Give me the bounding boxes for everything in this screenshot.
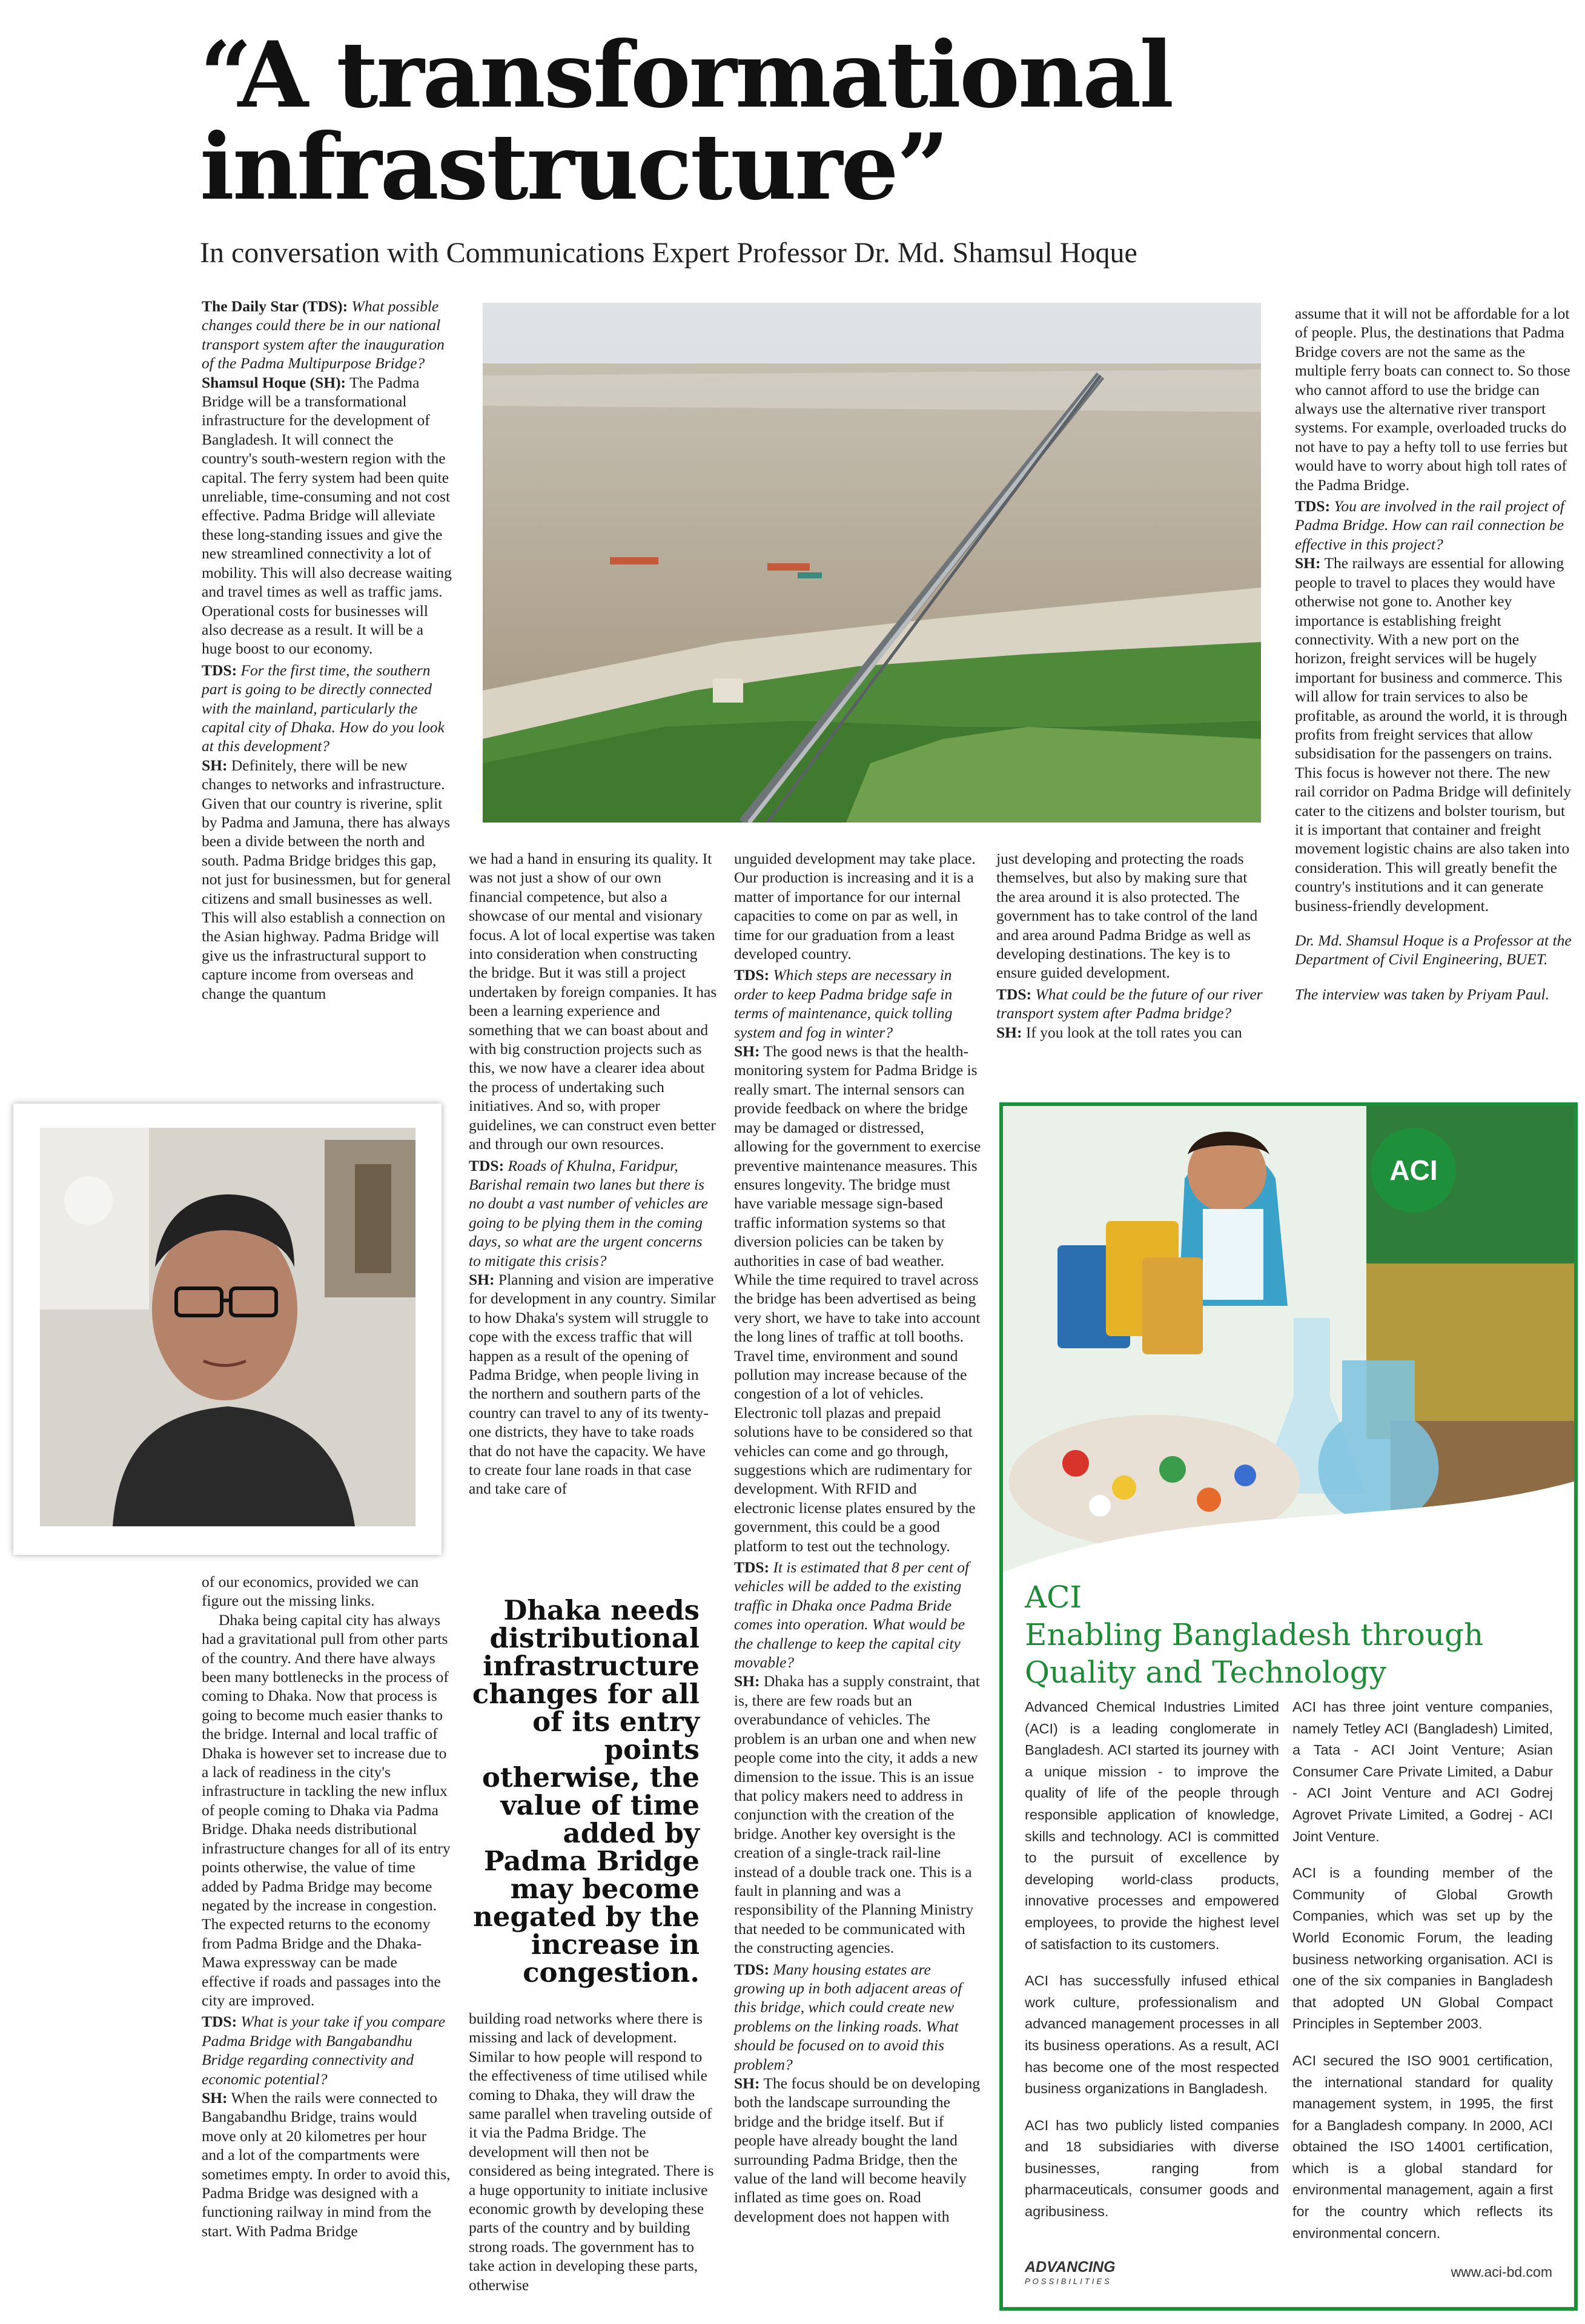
author-bio: Dr. Md. Shamsul Hoque is a Professor at the Department of Civil Engineering, BUET. — [1295, 932, 1572, 968]
pull-quote: Dhaka needs distributional infrastructure changes for all of its entry points otherwise, the value of time added by Padma Bridge may become negated by the increase in congestion. — [472, 1594, 700, 1988]
portrait-frame — [13, 1104, 442, 1555]
ad-body-right: ACI has three joint venture companies, namely Tetley ACI (Bangladesh) Limited, a Tata - ACI Joint Venture; Asian Consumer Care Private Limited, a Dabur - ACI Joint Venture and ACI Godrej Agrovet Private Limited, a Godrej - ACI Joint Venture. ACI is a founding member of the Community of Global Growth Companies, which was set up by the World Economic Forum, the leading business networking organisation. ACI is one of the six companies in Bangladesh that adopted UN Global Compact Principles in September 2003. ACI secured the ISO 9001 certification, the international standard for quality management system, in 1995, the first for a Bangladesh company. In 2000, ACI obtained the ISO 14001 certification, which is a global standard for environmental management, again a first for the country which reflects its environmental concern. — [1292, 1699, 1553, 2241]
headline: “A transformational infrastructure” — [200, 22, 1173, 220]
column-3: unguided development may take place. Our production is increasing and it is a matter of importance for our internal capacities to come on par as well, in time for our graduation from a least developed country. TDS: Which steps are necessary in order to keep Padma bridge safe in terms of maintenance, quick tolling system and fog in winter? SH: The good news is that the health-monitoring system for Padma Bridge is really smart. The internal sensors can provide feedback on where the bridge may be damaged or distressed, allowing for the government to exercise preventive maintenance measures. This ensures longevity. The bridge must have variable message sign-based traffic information systems so that diversion policies can be taken by authorities in case of bad weather. While the time required to travel across the bridge has been advertised as being very short, we have to take into account the long lines of traffic at toll booths. Travel time, environment and sound pollution may increase because of the congestion of a lot of vehicles. Electronic toll plazas and prepaid solutions have to be considered so that vehicles can come and go through, suggestions which are rudimentary for development. With RFID and electronic license plates ensured by the government, this could be a good platform to test out the technology. TDS: It is estimated that 8 per cent of vehicles will be added to the existing traffic in Dhaka once Padma Bride comes into operation. What would be the challenge to keep the capital city movable? SH: Dhaka has a supply constraint, that is, there are few roads but an overabundance of vehicles. The problem is an urban one and when new people come into the city, it adds a new dimension to the issue. This is an issue that policy makers need to address in conjunction with the creation of the bridge. Another key oversight is the creation of a single-track rail-line instead of a double track one. This is a fault in planning and was a responsibility of the Planning Ministry that needed to be communicated with the constructing agencies. TDS: Many housing estates are growing up in both adjacent areas of this bridge, which could create new problems on the linking roads. What should be focused on to avoid this problem? SH: The focus should be on developing both the landscape surrounding the bridge and the bridge itself. But if people have already bought the land surrounding Padma Bridge, then the value of the land will become heavily inflated as time goes on. Road development does not happen with — [734, 850, 981, 2225]
ad-title: ACI Enabling Bangladesh through Quality and Technology — [1025, 1580, 1484, 1690]
column-4: just developing and protecting the roads themselves, but also by making sure that the area around it is also protected. The government has to take control of the land and area around Padma Bridge as well as developing destinations. The key is to ensure guided development. TDS: What could be the future of our river transport system after Padma bridge? SH: If you look at the toll rates you can — [996, 850, 1263, 1041]
portrait-photo — [40, 1128, 415, 1526]
column-2-continued: building road networks where there is missing and lack of development. Similar to how people will respond to the effectiveness of time utilised while coming to Dhaka, they will draw the same parallel when traveling outside of it via the Padma Bridge. The development will then not be considered as being integrated. There is a huge opportunity to initiate inclusive economic growth by developing these parts of the country and by building strong roads. The government has to take action in developing these parts, otherwise — [469, 2010, 714, 2294]
column-2: we had a hand in ensuring its quality. It was not just a show of our own financial competence, but also a showcase of our mental and visionary focus. A lot of local expertise was taken into consideration when constructing the bridge. But it was still a project undertaken by foreign companies. It has been a learning experience and something that we can boast about and with big construction projects such as this, we now have a clearer idea about the process of undertaking such initiatives. And so, with proper guidelines, we can construct even better and through our own resources. TDS: Roads of Khulna, Faridpur, Barishal remain two lanes but there is no doubt a vast number of vehicles are going to be plying them in the coming days, so what are the urgent concerns to mitigate this crisis? SH: Planning and vision are imperative for development in any country. Similar to how Dhaka's system will struggle to cope with the excess traffic that will happen as a result of the opening of Padma Bridge, when people living in the northern and southern parts of the country can travel to any of its twenty-one districts, they have to take roads that do not have the capacity. We have to create four lane roads in that case and take care of — [469, 850, 717, 1498]
column-5: assume that it will not be affordable for a lot of people. Plus, the destinations that Padma Bridge covers are not the same as the multiple ferry boats can connect to. So those who cannot afford to use the bridge can always use the alternative river transport systems. For example, overloaded trucks do not have to pay a hefty toll to use ferries but would have to worry about high toll rates of the Padma Bridge. TDS: You are involved in the rail project of Padma Bridge. How can rail connection be effective in this project? SH: The railways are essential for allowing people to travel to places they would have otherwise not gone to. Another key importance is establishing freight connectivity. With a new port on the horizon, freight services will be hugely important for business and commerce. This will allow for train services to also be profitable, as around the world, it is through profits from freight services that allow subsidisation for the passengers on trains. This focus is however not there. The new rail corridor on Padma Bridge will definitely cater to the citizens and bolster tourism, but it is important that container and freight movement logistic chains are also taken into consideration. This will greatly benefit the country's institutions and it can generate business-friendly development. Dr. Md. Shamsul Hoque is a Professor at the Department of Civil Engineering, BUET. The interview was taken by Priyam Paul. — [1295, 304, 1573, 1004]
ad-body-left: Advanced Chemical Industries Limited (ACI) is a leading conglomerate in Bangladesh. ACI started its journey with a unique mission - to improve the quality of life of the people through responsible application of knowledge, skills and technology. ACI is committed to the pursuit of excellence by developing world-class products, innovative processes and empowered employees, to provide the highest level of satisfaction to its customers. ACI has successfully infused ethical work culture, professionalism and advanced management processes in all its business operations. As a result, ACI has become one of the most respected business organizations in Bangladesh. ACI has two publicly listed companies and 18 subsidiaries with diverse businesses, ranging from pharmaceuticals, consumer goods and agribusiness. — [1025, 1699, 1279, 2220]
column-1: The Daily Star (TDS): What possible changes could there be in our national transport system after the inauguration of the Padma Multipurpose Bridge? Shamsul Hoque (SH): The Padma Bridge will be a transformational infrastructure for the development of Bangladesh. It will connect the country's south-western region with the capital. The ferry system had been quite unreliable, time-consuming and not cost effective. Padma Bridge will alleviate these long-standing issues and give the new streamlined connectivity a lot of mobility. This will also decrease waiting and travel times as well as traffic jams. Operational costs for businesses will also decrease as a result. It will be a huge boost to our economy. TDS: For the first time, the southern part is going to be directly connected with the mainland, particularly the capital city of Dhaka. How do you look at this development? SH: Definitely, there will be new changes to networks and infrastructure. Given that our country is riverine, split by Padma and Jamuna, there has always been a divide between the north and south. Padma Bridge bridges this gap, not just for businessmen, but for general citizens and small businesses as well. This will also establish a connection on the Asian highway. Padma Bridge will give us the infrastructural support to capture income from overseas and change the quantum — [202, 297, 452, 1002]
aci-logo: ACI — [1371, 1128, 1456, 1213]
ad-website: www.aci-bd.com — [1451, 2264, 1552, 2280]
aci-advertisement — [999, 1102, 1578, 2311]
bridge-aerial-photo — [483, 303, 1261, 823]
standfirst: In conversation with Communications Expert Professor Dr. Md. Shamsul Hoque — [200, 237, 1137, 269]
column-1-continued: of our economics, provided we can figure out the missing links. Dhaka being capital city has always had a gravitational pull from other parts of the country. And there have always been many bottlenecks in the process of coming to Dhaka. Now that process is going to become much easier thanks to the bridge. Internal and local traffic of Dhaka is however set to increase due to a lack of readiness in the city's infrastructure in tackling the new influx of people coming to Dhaka via Padma Bridge. Dhaka needs distributional infrastructure changes for all of its entry points otherwise, the value of time added by Padma Bridge may become negated by the increase in congestion. The expected returns to the economy from Padma Bridge and the Dhaka-Mawa expressway can be made effective if roads and passages into the city are improved. TDS: What is your take if you compare Padma Bridge with Bangabandhu Bridge regarding connectivity and economic potential? SH: When the rails were connected to Bangabandhu Bridge, trains would move only at 20 kilometres per hour and a lot of the compartments were sometimes empty. In order to avoid this, Padma Bridge was designed with a functioning railway in mind from the start. With Padma Bridge — [202, 1573, 451, 2240]
interview-credit: The interview was taken by Priyam Paul. — [1295, 985, 1549, 1003]
ad-tagline: ADVANCING POSSIBILITIES — [1025, 2259, 1116, 2286]
padma-bridge-image — [483, 303, 1261, 823]
ad-collage-image — [1003, 1106, 1574, 1572]
